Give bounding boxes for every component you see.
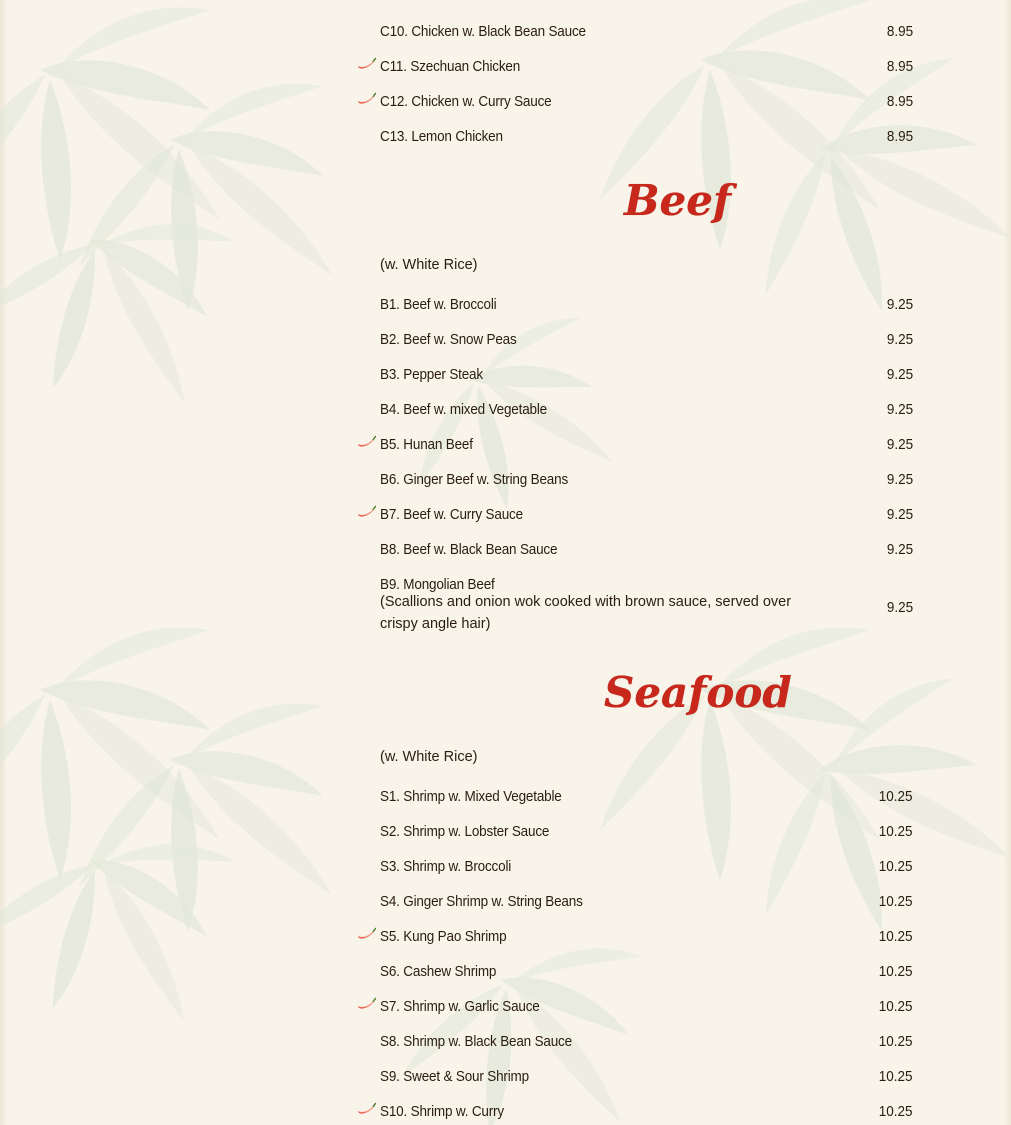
chili-pepper-icon: [356, 997, 376, 1011]
item-name: B6. Ginger Beef w. String Beans: [380, 471, 569, 488]
item-name: C11. Szechuan Chicken: [380, 58, 521, 75]
menu-item-s4: [380, 879, 913, 914]
item-price: 10.25: [879, 1033, 913, 1050]
item-name: B9. Mongolian Beef: [380, 576, 495, 593]
section-note: (w. White Rice): [380, 749, 478, 765]
chili-pepper-icon: [356, 1102, 376, 1116]
item-price: 8.95: [886, 128, 913, 145]
item-price: 9.25: [886, 401, 913, 418]
chili-pepper-icon: [356, 927, 376, 941]
item-price: 9.25: [886, 541, 913, 558]
menu-item-s2: [380, 809, 913, 844]
item-price: 9.25: [886, 436, 913, 453]
menu-item-s8: [380, 1019, 913, 1054]
item-name: S9. Sweet & Sour Shrimp: [380, 1068, 529, 1085]
menu-item-c12: [380, 79, 913, 114]
item-price: 10.25: [879, 788, 913, 805]
item-name: S8. Shrimp w. Black Bean Sauce: [380, 1033, 572, 1050]
item-name: S6. Cashew Shrimp: [380, 963, 497, 980]
menu-item-s9: [380, 1054, 913, 1089]
item-price: 10.25: [879, 998, 913, 1015]
menu-item-c13: [380, 114, 913, 149]
item-name: B7. Beef w. Curry Sauce: [380, 506, 523, 523]
chili-pepper-icon: [356, 435, 376, 449]
item-price: 10.25: [879, 893, 913, 910]
menu-item-b6: [380, 457, 913, 492]
menu-item-s3: [380, 844, 913, 879]
item-name: S10. Shrimp w. Curry: [380, 1103, 504, 1120]
item-description: (Scallions and onion wok cooked with brown sauce, served over crispy angle hair): [380, 594, 792, 632]
menu-item-b2: [380, 317, 913, 352]
item-name: S4. Ginger Shrimp w. String Beans: [380, 893, 583, 910]
item-price: 8.95: [886, 23, 913, 40]
menu-item-b9: [380, 562, 913, 642]
menu-item-b7: [380, 492, 913, 527]
item-price: 8.95: [886, 58, 913, 75]
item-price: 10.25: [879, 1068, 913, 1085]
item-name: B1. Beef w. Broccoli: [380, 296, 497, 313]
item-name: S1. Shrimp w. Mixed Vegetable: [380, 788, 562, 805]
section-note: (w. White Rice): [380, 257, 478, 273]
menu-item-s1: [380, 774, 913, 809]
item-name: B8. Beef w. Black Bean Sauce: [380, 541, 558, 558]
item-name: B2. Beef w. Snow Peas: [380, 331, 517, 348]
item-name: B3. Pepper Steak: [380, 366, 483, 383]
item-name: S5. Kung Pao Shrimp: [380, 928, 507, 945]
menu-item-s7: [380, 984, 913, 1019]
item-price: 10.25: [879, 963, 913, 980]
chili-pepper-icon: [356, 57, 376, 71]
item-price: 10.25: [879, 858, 913, 875]
item-price: 10.25: [879, 928, 913, 945]
item-price: 9.25: [886, 506, 913, 523]
menu-item-b8: [380, 527, 913, 562]
item-name: C10. Chicken w. Black Bean Sauce: [380, 23, 586, 40]
menu-item-s6: [380, 949, 913, 984]
menu-item-s10: [380, 1089, 913, 1124]
menu-item-b1: [380, 282, 913, 317]
item-name: S3. Shrimp w. Broccoli: [380, 858, 512, 875]
item-price: 10.25: [879, 823, 913, 840]
item-name: B4. Beef w. mixed Vegetable: [380, 401, 548, 418]
item-name: C13. Lemon Chicken: [380, 128, 503, 145]
item-price: 9.25: [886, 366, 913, 383]
item-price: 9.25: [886, 331, 913, 348]
section-title-seafood: Seafood: [604, 668, 792, 717]
item-price: 9.25: [886, 599, 913, 616]
menu-item-c10: [380, 9, 913, 44]
menu-item-b4: [380, 387, 913, 422]
menu-item-c11: [380, 44, 913, 79]
item-price: 8.95: [886, 93, 913, 110]
chili-pepper-icon: [356, 92, 376, 106]
item-name: B5. Hunan Beef: [380, 436, 473, 453]
chili-pepper-icon: [356, 505, 376, 519]
item-price: 10.25: [879, 1103, 913, 1120]
menu-item-b3: [380, 352, 913, 387]
item-name: S2. Shrimp w. Lobster Sauce: [380, 823, 550, 840]
item-name: C12. Chicken w. Curry Sauce: [380, 93, 552, 110]
section-title-beef: Beef: [624, 176, 732, 225]
menu-item-s5: [380, 914, 913, 949]
item-price: 9.25: [886, 296, 913, 313]
menu-item-b5: [380, 422, 913, 457]
item-price: 9.25: [886, 471, 913, 488]
item-name: S7. Shrimp w. Garlic Sauce: [380, 998, 540, 1015]
